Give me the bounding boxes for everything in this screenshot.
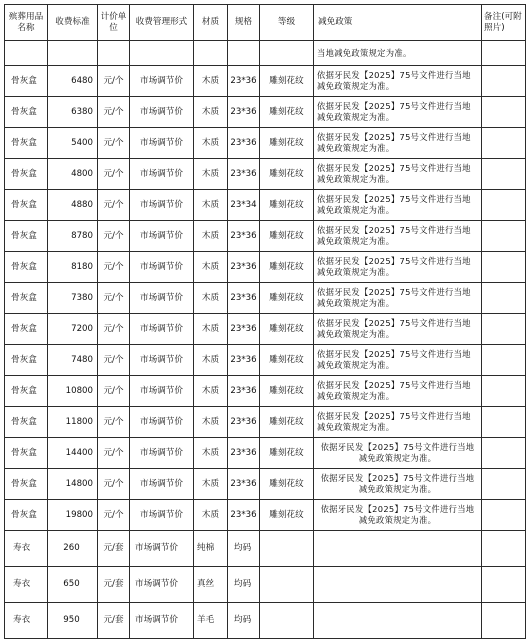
remarks [482,283,526,314]
item-name: 寿衣 [5,603,48,639]
fee-management-mode: 市场调节价 [130,314,194,345]
pricing-unit: 元/个 [98,190,130,221]
header-pricing-unit: 计价单位 [98,5,130,41]
table-row [5,376,526,407]
remarks [482,190,526,221]
fee-standard: 7200 [48,314,98,345]
table-row [5,128,526,159]
table-header [5,5,526,41]
header-specification: 规格 [228,5,260,41]
relief-policy: 依据牙民发【2025】75号文件进行当地减免政策规定为准。 [314,221,482,252]
relief-policy: 依据牙民发【2025】75号文件进行当地减免政策规定为准。 [314,500,482,531]
header-material: 材质 [194,5,228,41]
item-name: 骨灰盒 [5,252,48,283]
relief-policy: 依据牙民发【2025】75号文件进行当地减免政策规定为准。 [314,407,482,438]
grade [260,531,314,567]
table-row [5,314,526,345]
material: 木质 [194,345,228,376]
remarks [482,438,526,469]
header-relief-policy: 减免政策 [314,5,482,41]
specification: 23*36 [228,500,260,531]
fee-management-mode: 市场调节价 [130,283,194,314]
pricing-unit: 元/个 [98,97,130,128]
specification: 23*36 [228,221,260,252]
specification: 23*36 [228,252,260,283]
fee-management-mode: 市场调节价 [130,469,194,500]
table-row [5,252,526,283]
pricing-unit: 元/个 [98,314,130,345]
remarks [482,66,526,97]
pricing-unit: 元/个 [98,500,130,531]
specification: 均码 [228,531,260,567]
grade: 雕刻花纹 [260,128,314,159]
fee-management-mode: 市场调节价 [130,252,194,283]
fee-management-mode: 市场调节价 [130,376,194,407]
item-name: 骨灰盒 [5,314,48,345]
relief-policy: 依据牙民发【2025】75号文件进行当地减免政策规定为准。 [314,252,482,283]
specification: 23*36 [228,314,260,345]
fee-standard: 950 [48,603,98,639]
specification: 23*36 [228,438,260,469]
item-name: 骨灰盒 [5,221,48,252]
table-row [5,500,526,531]
specification: 均码 [228,603,260,639]
fee-standard: 5400 [48,128,98,159]
grade [260,567,314,603]
grade: 雕刻花纹 [260,159,314,190]
fee-standard: 650 [48,567,98,603]
material: 真丝 [194,567,228,603]
fee-management-mode: 市场调节价 [130,190,194,221]
remarks [482,345,526,376]
fee-schedule-page [4,4,526,639]
fee-management-mode: 市场调节价 [130,438,194,469]
header-fee-standard: 收费标准 [48,5,98,41]
item-name: 寿衣 [5,567,48,603]
pricing-unit: 元/套 [98,531,130,567]
header-grade: 等级 [260,5,314,41]
remarks [482,128,526,159]
item-name: 骨灰盒 [5,345,48,376]
grade: 雕刻花纹 [260,314,314,345]
relief-policy: 依据牙民发【2025】75号文件进行当地减免政策规定为准。 [314,66,482,97]
material: 木质 [194,500,228,531]
fee-management-mode: 市场调节价 [130,159,194,190]
fee-standard: 8780 [48,221,98,252]
specification: 均码 [228,567,260,603]
fee-management-mode: 市场调节价 [130,221,194,252]
pricing-unit: 元/个 [98,283,130,314]
relief-policy: 依据牙民发【2025】75号文件进行当地减免政策规定为准。 [314,314,482,345]
fee-standard: 6380 [48,97,98,128]
remarks [482,603,526,639]
continuation-row [5,41,526,66]
material: 木质 [194,190,228,221]
grade: 雕刻花纹 [260,252,314,283]
pricing-unit: 元/个 [98,469,130,500]
header-fee-management-mode: 收费管理形式 [130,5,194,41]
specification: 23*36 [228,345,260,376]
grade: 雕刻花纹 [260,500,314,531]
grade: 雕刻花纹 [260,66,314,97]
pricing-unit: 元/个 [98,221,130,252]
relief-policy [314,603,482,639]
specification: 23*36 [228,159,260,190]
item-name: 骨灰盒 [5,407,48,438]
item-name: 骨灰盒 [5,500,48,531]
relief-policy: 依据牙民发【2025】75号文件进行当地减免政策规定为准。 [314,469,482,500]
specification: 23*34 [228,190,260,221]
grade: 雕刻花纹 [260,469,314,500]
item-name: 骨灰盒 [5,283,48,314]
grade: 雕刻花纹 [260,190,314,221]
fee-standard: 4880 [48,190,98,221]
pricing-unit: 元/个 [98,407,130,438]
material: 纯棉 [194,531,228,567]
relief-policy: 依据牙民发【2025】75号文件进行当地减免政策规定为准。 [314,345,482,376]
grade: 雕刻花纹 [260,221,314,252]
material: 木质 [194,314,228,345]
specification: 23*36 [228,97,260,128]
material: 木质 [194,283,228,314]
remarks [482,221,526,252]
relief-policy [314,567,482,603]
item-name: 骨灰盒 [5,469,48,500]
item-name: 骨灰盒 [5,66,48,97]
fee-standard: 19800 [48,500,98,531]
specification: 23*36 [228,376,260,407]
item-name: 骨灰盒 [5,376,48,407]
item-name: 骨灰盒 [5,159,48,190]
remarks [482,531,526,567]
header-row [5,5,526,41]
grade: 雕刻花纹 [260,345,314,376]
pricing-unit: 元/套 [98,567,130,603]
material: 木质 [194,66,228,97]
fee-management-mode: 市场调节价 [130,567,194,603]
table-row [5,221,526,252]
fee-standard: 7380 [48,283,98,314]
material: 木质 [194,159,228,190]
material: 木质 [194,376,228,407]
continuation-relief-text: 当地减免政策规定为准。 [314,41,482,66]
material: 木质 [194,438,228,469]
remarks [482,567,526,603]
fee-standard: 10800 [48,376,98,407]
pricing-unit: 元/个 [98,128,130,159]
pricing-unit: 元/个 [98,66,130,97]
fee-standard: 8180 [48,252,98,283]
specification: 23*36 [228,128,260,159]
item-name: 寿衣 [5,531,48,567]
remarks [482,314,526,345]
pricing-unit: 元/套 [98,603,130,639]
material: 木质 [194,128,228,159]
relief-policy [314,531,482,567]
table-row [5,190,526,221]
pricing-unit: 元/个 [98,345,130,376]
remarks [482,469,526,500]
fee-standard: 14400 [48,438,98,469]
relief-policy: 依据牙民发【2025】75号文件进行当地减免政策规定为准。 [314,376,482,407]
fee-management-mode: 市场调节价 [130,603,194,639]
fee-management-mode: 市场调节价 [130,407,194,438]
fee-standard: 6480 [48,66,98,97]
fee-management-mode: 市场调节价 [130,531,194,567]
table-row [5,567,526,603]
fee-standard: 4800 [48,159,98,190]
material: 木质 [194,221,228,252]
header-item-name: 殡葬用品名称 [5,5,48,41]
item-name: 骨灰盒 [5,128,48,159]
table-row [5,97,526,128]
item-name: 骨灰盒 [5,190,48,221]
remarks [482,252,526,283]
table-row [5,283,526,314]
material: 羊毛 [194,603,228,639]
specification: 23*36 [228,283,260,314]
grade: 雕刻花纹 [260,283,314,314]
item-name: 骨灰盒 [5,97,48,128]
relief-policy: 依据牙民发【2025】75号文件进行当地减免政策规定为准。 [314,128,482,159]
material: 木质 [194,97,228,128]
table-body [5,41,526,639]
material: 木质 [194,252,228,283]
table-row [5,159,526,190]
fee-management-mode: 市场调节价 [130,128,194,159]
material: 木质 [194,407,228,438]
table-row [5,469,526,500]
remarks [482,500,526,531]
pricing-unit: 元/个 [98,376,130,407]
relief-policy: 依据牙民发【2025】75号文件进行当地减免政策规定为准。 [314,190,482,221]
fee-management-mode: 市场调节价 [130,345,194,376]
relief-policy: 依据牙民发【2025】75号文件进行当地减免政策规定为准。 [314,283,482,314]
remarks [482,376,526,407]
table-row [5,345,526,376]
fee-management-mode: 市场调节价 [130,66,194,97]
material: 木质 [194,469,228,500]
grade: 雕刻花纹 [260,438,314,469]
relief-policy: 依据牙民发【2025】75号文件进行当地减免政策规定为准。 [314,159,482,190]
fee-standard: 260 [48,531,98,567]
pricing-unit: 元/个 [98,159,130,190]
grade: 雕刻花纹 [260,376,314,407]
specification: 23*36 [228,66,260,97]
header-remarks: 备注(可附照片) [482,5,526,41]
relief-policy: 依据牙民发【2025】75号文件进行当地减免政策规定为准。 [314,97,482,128]
grade [260,603,314,639]
grade: 雕刻花纹 [260,97,314,128]
table-row [5,531,526,567]
table-row [5,603,526,639]
funeral-supplies-fee-table [4,4,526,639]
remarks [482,159,526,190]
table-row [5,66,526,97]
specification: 23*36 [228,469,260,500]
table-row [5,407,526,438]
remarks [482,407,526,438]
fee-management-mode: 市场调节价 [130,500,194,531]
grade: 雕刻花纹 [260,407,314,438]
pricing-unit: 元/个 [98,438,130,469]
pricing-unit: 元/个 [98,252,130,283]
fee-standard: 14800 [48,469,98,500]
fee-standard: 7480 [48,345,98,376]
table-row [5,438,526,469]
fee-management-mode: 市场调节价 [130,97,194,128]
item-name: 骨灰盒 [5,438,48,469]
fee-standard: 11800 [48,407,98,438]
remarks [482,97,526,128]
specification: 23*36 [228,407,260,438]
relief-policy: 依据牙民发【2025】75号文件进行当地减免政策规定为准。 [314,438,482,469]
